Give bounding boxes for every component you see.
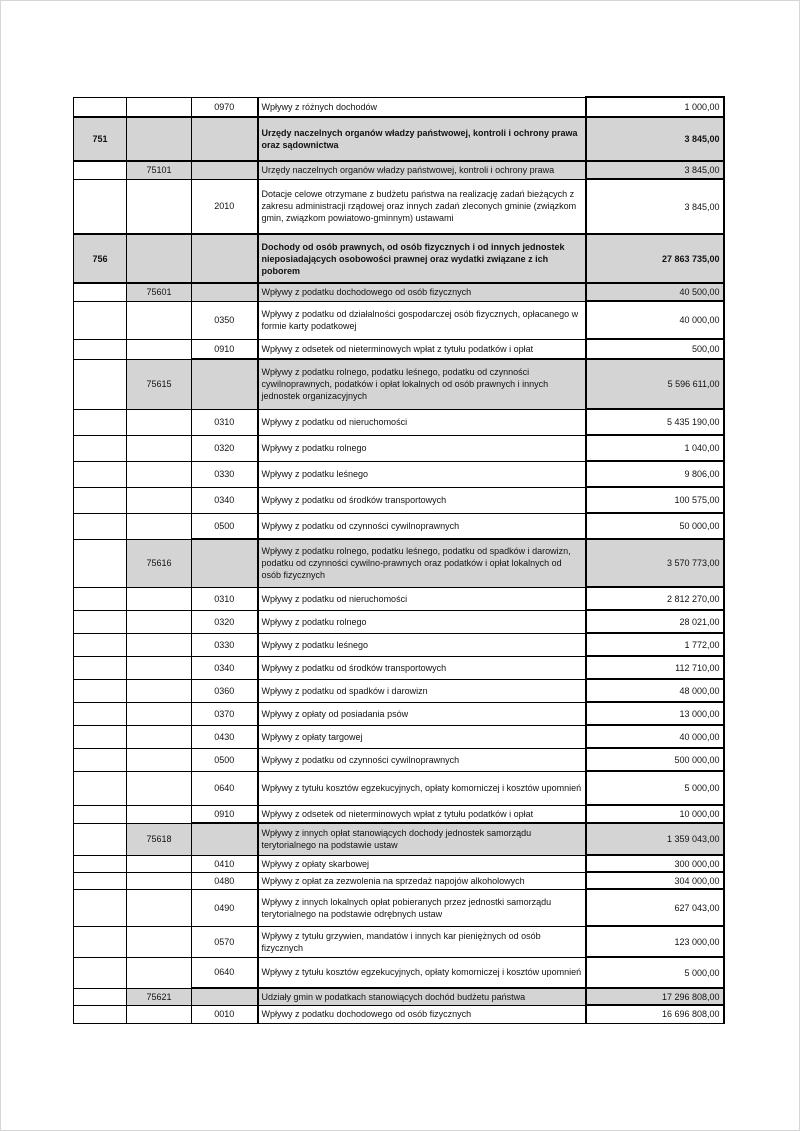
rozdzial-cell: [127, 771, 192, 805]
amount-cell: 304 000,00: [586, 872, 724, 889]
rozdzial-cell: [127, 487, 192, 513]
dzial-cell: [74, 988, 127, 1005]
paragraf-cell: 2010: [192, 179, 258, 234]
amount-cell: 28 021,00: [586, 610, 724, 633]
dzial-cell: [74, 805, 127, 823]
rozdzial-cell: [127, 855, 192, 872]
name-cell: Wpływy z podatku leśnego: [258, 633, 586, 656]
name-cell: Wpływy z tytułu kosztów egzekucyjnych, opłaty komorniczej i kosztów upomnień: [258, 957, 586, 988]
paragraf-row: [74, 872, 724, 889]
name-cell: Wpływy z podatku rolnego: [258, 435, 586, 461]
rozdzial-cell: [127, 513, 192, 539]
name-cell: Wpływy z podatku dochodowego od osób fizycznych: [258, 283, 586, 301]
name-cell: Wpływy z podatku od działalności gospodarczej osób fizycznych, opłacanego w formie karty podatkowej: [258, 301, 586, 339]
name-cell: Wpływy z tytułu kosztów egzekucyjnych, opłaty komorniczej i kosztów upomnień: [258, 771, 586, 805]
paragraf-cell: 0640: [192, 771, 258, 805]
name-cell: Wpływy z podatku od środków transportowych: [258, 487, 586, 513]
dzial-cell: [74, 957, 127, 988]
paragraf-row: [74, 771, 724, 805]
name-cell: Wpływy z tytułu grzywien, mandatów i innych kar pieniężnych od osób fizycznych: [258, 926, 586, 957]
amount-cell: 13 000,00: [586, 702, 724, 725]
paragraf-cell: 0350: [192, 301, 258, 339]
paragraf-cell: 0500: [192, 513, 258, 539]
rozdzial-cell: [127, 872, 192, 889]
rozdzial-cell: [127, 1005, 192, 1023]
amount-cell: 5 596 611,00: [586, 359, 724, 409]
rozdzial-cell: [127, 610, 192, 633]
dzial-cell: [74, 161, 127, 179]
amount-cell: 3 570 773,00: [586, 539, 724, 587]
amount-cell: 100 575,00: [586, 487, 724, 513]
paragraf-row: [74, 926, 724, 957]
name-cell: Wpływy z podatku od środków transportowych: [258, 656, 586, 679]
paragraf-row: [74, 725, 724, 748]
paragraf-cell: [192, 161, 258, 179]
dzial-cell: [74, 679, 127, 702]
paragraf-cell: 0010: [192, 1005, 258, 1023]
rozdzial-cell: [127, 656, 192, 679]
paragraf-cell: 0340: [192, 487, 258, 513]
name-cell: Urzędy naczelnych organów władzy państwowej, kontroli i ochrony prawa oraz sądownictwa: [258, 117, 586, 161]
dzial-cell: [74, 179, 127, 234]
paragraf-cell: 0410: [192, 855, 258, 872]
amount-cell: 2 812 270,00: [586, 587, 724, 610]
dzial-cell: [74, 409, 127, 435]
paragraf-cell: [192, 988, 258, 1005]
amount-cell: 3 845,00: [586, 179, 724, 234]
paragraf-cell: 0330: [192, 633, 258, 656]
paragraf-cell: 0430: [192, 725, 258, 748]
dzial-cell: [74, 487, 127, 513]
dzial-cell: [74, 587, 127, 610]
paragraf-cell: 0640: [192, 957, 258, 988]
rozdzial-cell: 75618: [127, 823, 192, 855]
name-cell: Wpływy z odsetek od nieterminowych wpłat z tytułu podatków i opłat: [258, 339, 586, 359]
amount-cell: 17 296 808,00: [586, 988, 724, 1005]
paragraf-row: [74, 435, 724, 461]
paragraf-cell: 0320: [192, 610, 258, 633]
rozdzial-cell: [127, 725, 192, 748]
name-cell: Wpływy z innych opłat stanowiących dochody jednostek samorządu terytorialnego na podstawie ustaw: [258, 823, 586, 855]
paragraf-cell: [192, 359, 258, 409]
budget-table-body: [74, 97, 724, 1023]
name-cell: Wpływy z podatku rolnego: [258, 610, 586, 633]
paragraf-row: [74, 889, 724, 926]
paragraf-cell: [192, 539, 258, 587]
dzial-cell: [74, 610, 127, 633]
paragraf-cell: 0340: [192, 656, 258, 679]
amount-cell: 50 000,00: [586, 513, 724, 539]
rozdzial-cell: [127, 926, 192, 957]
paragraf-row: [74, 301, 724, 339]
rozdzial-row: [74, 823, 724, 855]
rozdzial-cell: 75101: [127, 161, 192, 179]
name-cell: Wpływy z podatku od nieruchomości: [258, 409, 586, 435]
rozdzial-cell: [127, 339, 192, 359]
paragraf-cell: 0500: [192, 748, 258, 771]
name-cell: Dotacje celowe otrzymane z budżetu państwa na realizację zadań bieżących z zakresu administracji rządowej oraz innych zadań zleconych gminie (związkom gmin, związkom powiatowo-gminnym) ustawami: [258, 179, 586, 234]
dzial-cell: [74, 725, 127, 748]
paragraf-row: [74, 179, 724, 234]
amount-cell: 40 500,00: [586, 283, 724, 301]
dzial-cell: [74, 435, 127, 461]
paragraf-row: [74, 339, 724, 359]
paragraf-cell: 0490: [192, 889, 258, 926]
dzial-cell: [74, 823, 127, 855]
amount-cell: 40 000,00: [586, 301, 724, 339]
rozdzial-cell: [127, 957, 192, 988]
paragraf-row: [74, 656, 724, 679]
paragraf-cell: 0570: [192, 926, 258, 957]
paragraf-row: [74, 97, 724, 117]
dzial-cell: [74, 872, 127, 889]
amount-cell: 10 000,00: [586, 805, 724, 823]
paragraf-row: [74, 679, 724, 702]
amount-cell: 9 806,00: [586, 461, 724, 487]
rozdzial-cell: [127, 179, 192, 234]
paragraf-row: [74, 1005, 724, 1023]
amount-cell: 3 845,00: [586, 117, 724, 161]
paragraf-row: [74, 702, 724, 725]
amount-cell: 112 710,00: [586, 656, 724, 679]
rozdzial-cell: [127, 587, 192, 610]
paragraf-row: [74, 461, 724, 487]
amount-cell: 5 435 190,00: [586, 409, 724, 435]
dzial-cell: [74, 513, 127, 539]
rozdzial-cell: 75621: [127, 988, 192, 1005]
paragraf-cell: [192, 117, 258, 161]
rozdzial-row: [74, 988, 724, 1005]
rozdzial-row: [74, 161, 724, 179]
paragraf-cell: 0910: [192, 805, 258, 823]
paragraf-cell: 0320: [192, 435, 258, 461]
paragraf-cell: [192, 823, 258, 855]
dzial-cell: [74, 633, 127, 656]
dzial-cell: [74, 283, 127, 301]
amount-cell: 300 000,00: [586, 855, 724, 872]
name-cell: Wpływy z podatku od czynności cywilnoprawnych: [258, 513, 586, 539]
paragraf-row: [74, 805, 724, 823]
name-cell: Dochody od osób prawnych, od osób fizycznych i od innych jednostek nieposiadających osobowości prawnej oraz wydatki związane z ich poborem: [258, 234, 586, 283]
paragraf-cell: 0360: [192, 679, 258, 702]
dzial-cell: [74, 1005, 127, 1023]
amount-cell: 627 043,00: [586, 889, 724, 926]
paragraf-row: [74, 587, 724, 610]
name-cell: Wpływy z podatku dochodowego od osób fizycznych: [258, 1005, 586, 1023]
rozdzial-cell: [127, 748, 192, 771]
amount-cell: 5 000,00: [586, 957, 724, 988]
name-cell: Wpływy z opłaty od posiadania psów: [258, 702, 586, 725]
amount-cell: 500,00: [586, 339, 724, 359]
amount-cell: 123 000,00: [586, 926, 724, 957]
amount-cell: 27 863 735,00: [586, 234, 724, 283]
dzial-cell: [74, 461, 127, 487]
rozdzial-cell: 75601: [127, 283, 192, 301]
paragraf-row: [74, 513, 724, 539]
dzial-cell: [74, 539, 127, 587]
paragraf-row: [74, 633, 724, 656]
dzial-cell: [74, 656, 127, 679]
paragraf-cell: 0310: [192, 587, 258, 610]
rozdzial-cell: [127, 679, 192, 702]
amount-cell: 500 000,00: [586, 748, 724, 771]
dzial-cell: [74, 771, 127, 805]
amount-cell: 16 696 808,00: [586, 1005, 724, 1023]
budget-income-table: [73, 96, 725, 1024]
name-cell: Wpływy z opłaty skarbowej: [258, 855, 586, 872]
rozdzial-cell: [127, 633, 192, 656]
paragraf-cell: [192, 283, 258, 301]
rozdzial-cell: [127, 97, 192, 117]
name-cell: Wpływy z różnych dochodów: [258, 97, 586, 117]
dzial-cell: [74, 97, 127, 117]
name-cell: Wpływy z podatku od nieruchomości: [258, 587, 586, 610]
paragraf-row: [74, 610, 724, 633]
dzial-cell: [74, 702, 127, 725]
dzial-row: [74, 234, 724, 283]
rozdzial-cell: [127, 702, 192, 725]
paragraf-cell: [192, 234, 258, 283]
paragraf-row: [74, 487, 724, 513]
paragraf-row: [74, 409, 724, 435]
paragraf-cell: 0370: [192, 702, 258, 725]
paragraf-row: [74, 748, 724, 771]
dzial-cell: [74, 339, 127, 359]
rozdzial-cell: [127, 409, 192, 435]
dzial-row: [74, 117, 724, 161]
dzial-cell: 751: [74, 117, 127, 161]
dzial-cell: [74, 748, 127, 771]
name-cell: Wpływy z podatku rolnego, podatku leśnego, podatku od spadków i darowizn, podatku od czynności cywilno-prawnych oraz podatków i opłat lokalnych od osób fizycznych: [258, 539, 586, 587]
paragraf-cell: 0310: [192, 409, 258, 435]
rozdzial-row: [74, 359, 724, 409]
amount-cell: 48 000,00: [586, 679, 724, 702]
rozdzial-cell: [127, 234, 192, 283]
paragraf-cell: 0970: [192, 97, 258, 117]
name-cell: Wpływy z podatku rolnego, podatku leśnego, podatku od czynności cywilnoprawnych, podatków i opłat lokalnych od osób prawnych i innych jednostek organizacyjnych: [258, 359, 586, 409]
paragraf-cell: 0330: [192, 461, 258, 487]
dzial-cell: [74, 301, 127, 339]
dzial-cell: [74, 889, 127, 926]
name-cell: Wpływy z odsetek od nieterminowych wpłat z tytułu podatków i opłat: [258, 805, 586, 823]
name-cell: Wpływy z opłaty targowej: [258, 725, 586, 748]
paragraf-cell: 0910: [192, 339, 258, 359]
dzial-cell: [74, 926, 127, 957]
amount-cell: 1 359 043,00: [586, 823, 724, 855]
paragraf-row: [74, 855, 724, 872]
rozdzial-cell: [127, 889, 192, 926]
name-cell: Wpływy z podatku leśnego: [258, 461, 586, 487]
name-cell: Udziały gmin w podatkach stanowiących dochód budżetu państwa: [258, 988, 586, 1005]
rozdzial-row: [74, 283, 724, 301]
rozdzial-row: [74, 539, 724, 587]
amount-cell: 1 040,00: [586, 435, 724, 461]
name-cell: Wpływy z innych lokalnych opłat pobieranych przez jednostki samorządu terytorialnego na podstawie odrębnych ustaw: [258, 889, 586, 926]
dzial-cell: 756: [74, 234, 127, 283]
rozdzial-cell: [127, 461, 192, 487]
paragraf-row: [74, 957, 724, 988]
amount-cell: 40 000,00: [586, 725, 724, 748]
name-cell: Wpływy z opłat za zezwolenia na sprzedaż napojów alkoholowych: [258, 872, 586, 889]
rozdzial-cell: [127, 435, 192, 461]
paragraf-cell: 0480: [192, 872, 258, 889]
rozdzial-cell: [127, 117, 192, 161]
name-cell: Wpływy z podatku od spadków i darowizn: [258, 679, 586, 702]
rozdzial-cell: [127, 301, 192, 339]
rozdzial-cell: 75615: [127, 359, 192, 409]
dzial-cell: [74, 855, 127, 872]
name-cell: Urzędy naczelnych organów władzy państwowej, kontroli i ochrony prawa: [258, 161, 586, 179]
amount-cell: 1 772,00: [586, 633, 724, 656]
amount-cell: 3 845,00: [586, 161, 724, 179]
dzial-cell: [74, 359, 127, 409]
rozdzial-cell: [127, 805, 192, 823]
rozdzial-cell: 75616: [127, 539, 192, 587]
amount-cell: 1 000,00: [586, 97, 724, 117]
name-cell: Wpływy z podatku od czynności cywilnoprawnych: [258, 748, 586, 771]
amount-cell: 5 000,00: [586, 771, 724, 805]
